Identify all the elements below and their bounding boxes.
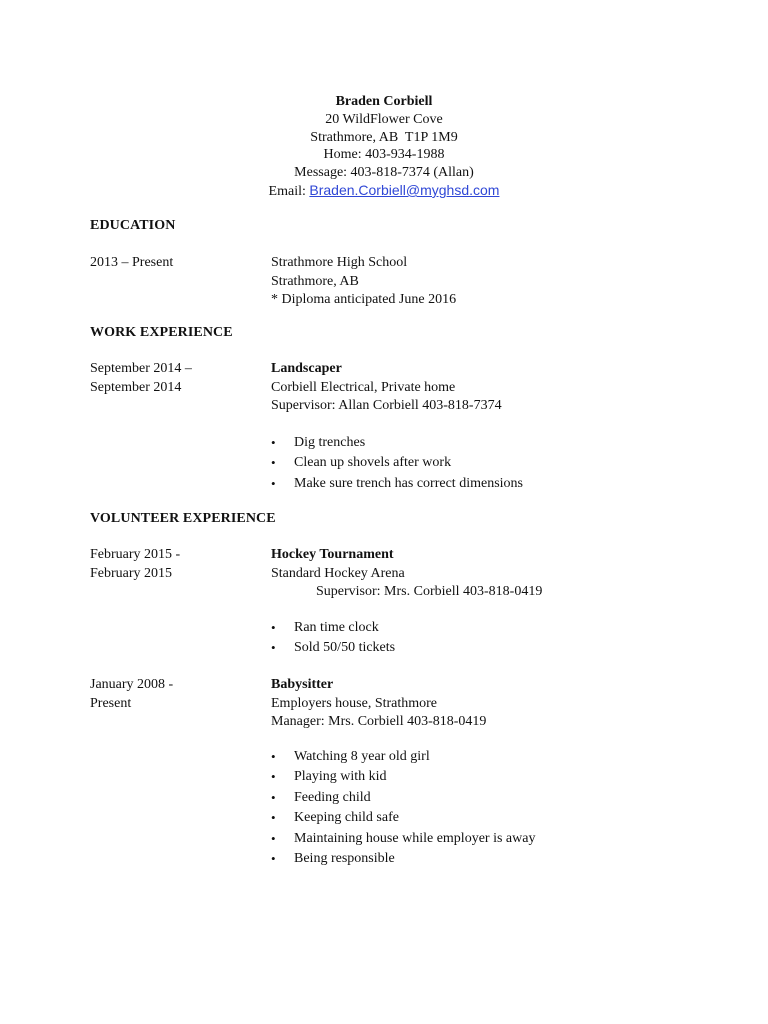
bullet-icon: • <box>271 851 276 867</box>
work-details <box>271 360 502 416</box>
work-duties-list <box>271 433 523 494</box>
list-item: • Playing with kid <box>271 767 535 787</box>
volunteer-2-date-end: Present <box>90 695 132 711</box>
home-phone: Home: 403-934-1988 <box>323 147 445 163</box>
volunteer-1-role: Hockey Tournament <box>271 547 394 562</box>
school-name: Strathmore High School <box>271 255 408 270</box>
volunteer-2-org: Employers house, Strathmore <box>271 695 438 711</box>
bullet-icon: • <box>271 475 276 491</box>
list-item: • Clean up shovels after work <box>271 453 523 473</box>
volunteer-1-date-end: February 2015 <box>90 565 173 581</box>
bullet-icon: • <box>271 769 276 785</box>
bullet-icon: • <box>271 810 276 826</box>
list-item: • Watching 8 year old girl <box>271 747 535 767</box>
message-phone: Message: 403-818-7374 (Allan) <box>294 165 474 181</box>
contact-header <box>0 93 768 201</box>
education-dates <box>90 254 173 273</box>
list-item: • Feeding child <box>271 788 535 808</box>
list-item: • Keeping child safe <box>271 808 535 828</box>
bullet-icon: • <box>271 830 276 846</box>
education-heading: EDUCATION <box>90 218 176 233</box>
candidate-name: Braden Corbiell <box>335 94 433 109</box>
work-org: Corbiell Electrical, Private home <box>271 379 456 395</box>
bullet-icon: • <box>271 455 276 471</box>
work-supervisor: Supervisor: Allan Corbiell 403-818-7374 <box>271 398 502 413</box>
bullet-icon: • <box>271 640 276 656</box>
volunteer-1-contact: Supervisor: Mrs. Corbiell 403-818-0419 <box>316 584 543 599</box>
list-item: • Dig trenches <box>271 433 523 453</box>
volunteer-2-role: Babysitter <box>271 677 334 692</box>
address-line-1: 20 WildFlower Cove <box>325 111 443 127</box>
school-location: Strathmore, AB <box>271 273 359 289</box>
list-item: • Make sure trench has correct dimensions <box>271 474 523 494</box>
work-date-start: September 2014 – <box>90 361 192 376</box>
list-item: • Ran time clock <box>271 618 395 638</box>
list-item: • Being responsible <box>271 849 535 869</box>
volunteer-1-duties-list <box>271 618 395 659</box>
volunteer-2-duties-list <box>271 747 535 869</box>
volunteer-1-date-start: February 2015 - <box>90 547 181 562</box>
email-link[interactable]: Braden.Corbiell@myghsd.com <box>309 181 500 198</box>
volunteer-heading: VOLUNTEER EXPERIENCE <box>90 511 276 526</box>
volunteer-1-dates <box>90 546 180 583</box>
volunteer-2-dates <box>90 676 173 713</box>
list-item: • Maintaining house while employer is away <box>271 829 535 849</box>
email-line <box>0 182 768 201</box>
diploma-note: * Diploma anticipated June 2016 <box>271 292 457 307</box>
list-item: • Sold 50/50 tickets <box>271 638 395 658</box>
work-role: Landscaper <box>271 361 342 376</box>
email-label: Email: <box>268 183 310 199</box>
work-dates <box>90 360 192 397</box>
volunteer-1-details <box>271 546 542 602</box>
work-heading: WORK EXPERIENCE <box>90 325 233 340</box>
volunteer-2-details <box>271 676 486 732</box>
bullet-icon: • <box>271 435 276 450</box>
volunteer-2-date-start: January 2008 - <box>90 677 174 692</box>
bullet-icon: • <box>271 749 276 764</box>
address-line-2: Strathmore, AB T1P 1M9 <box>310 129 458 145</box>
volunteer-2-contact: Manager: Mrs. Corbiell 403-818-0419 <box>271 714 487 729</box>
bullet-icon: • <box>271 620 276 635</box>
volunteer-1-org: Standard Hockey Arena <box>271 565 405 581</box>
work-date-end: September 2014 <box>90 379 182 395</box>
education-details <box>271 254 456 310</box>
bullet-icon: • <box>271 789 276 805</box>
education-date: 2013 – Present <box>90 255 174 270</box>
